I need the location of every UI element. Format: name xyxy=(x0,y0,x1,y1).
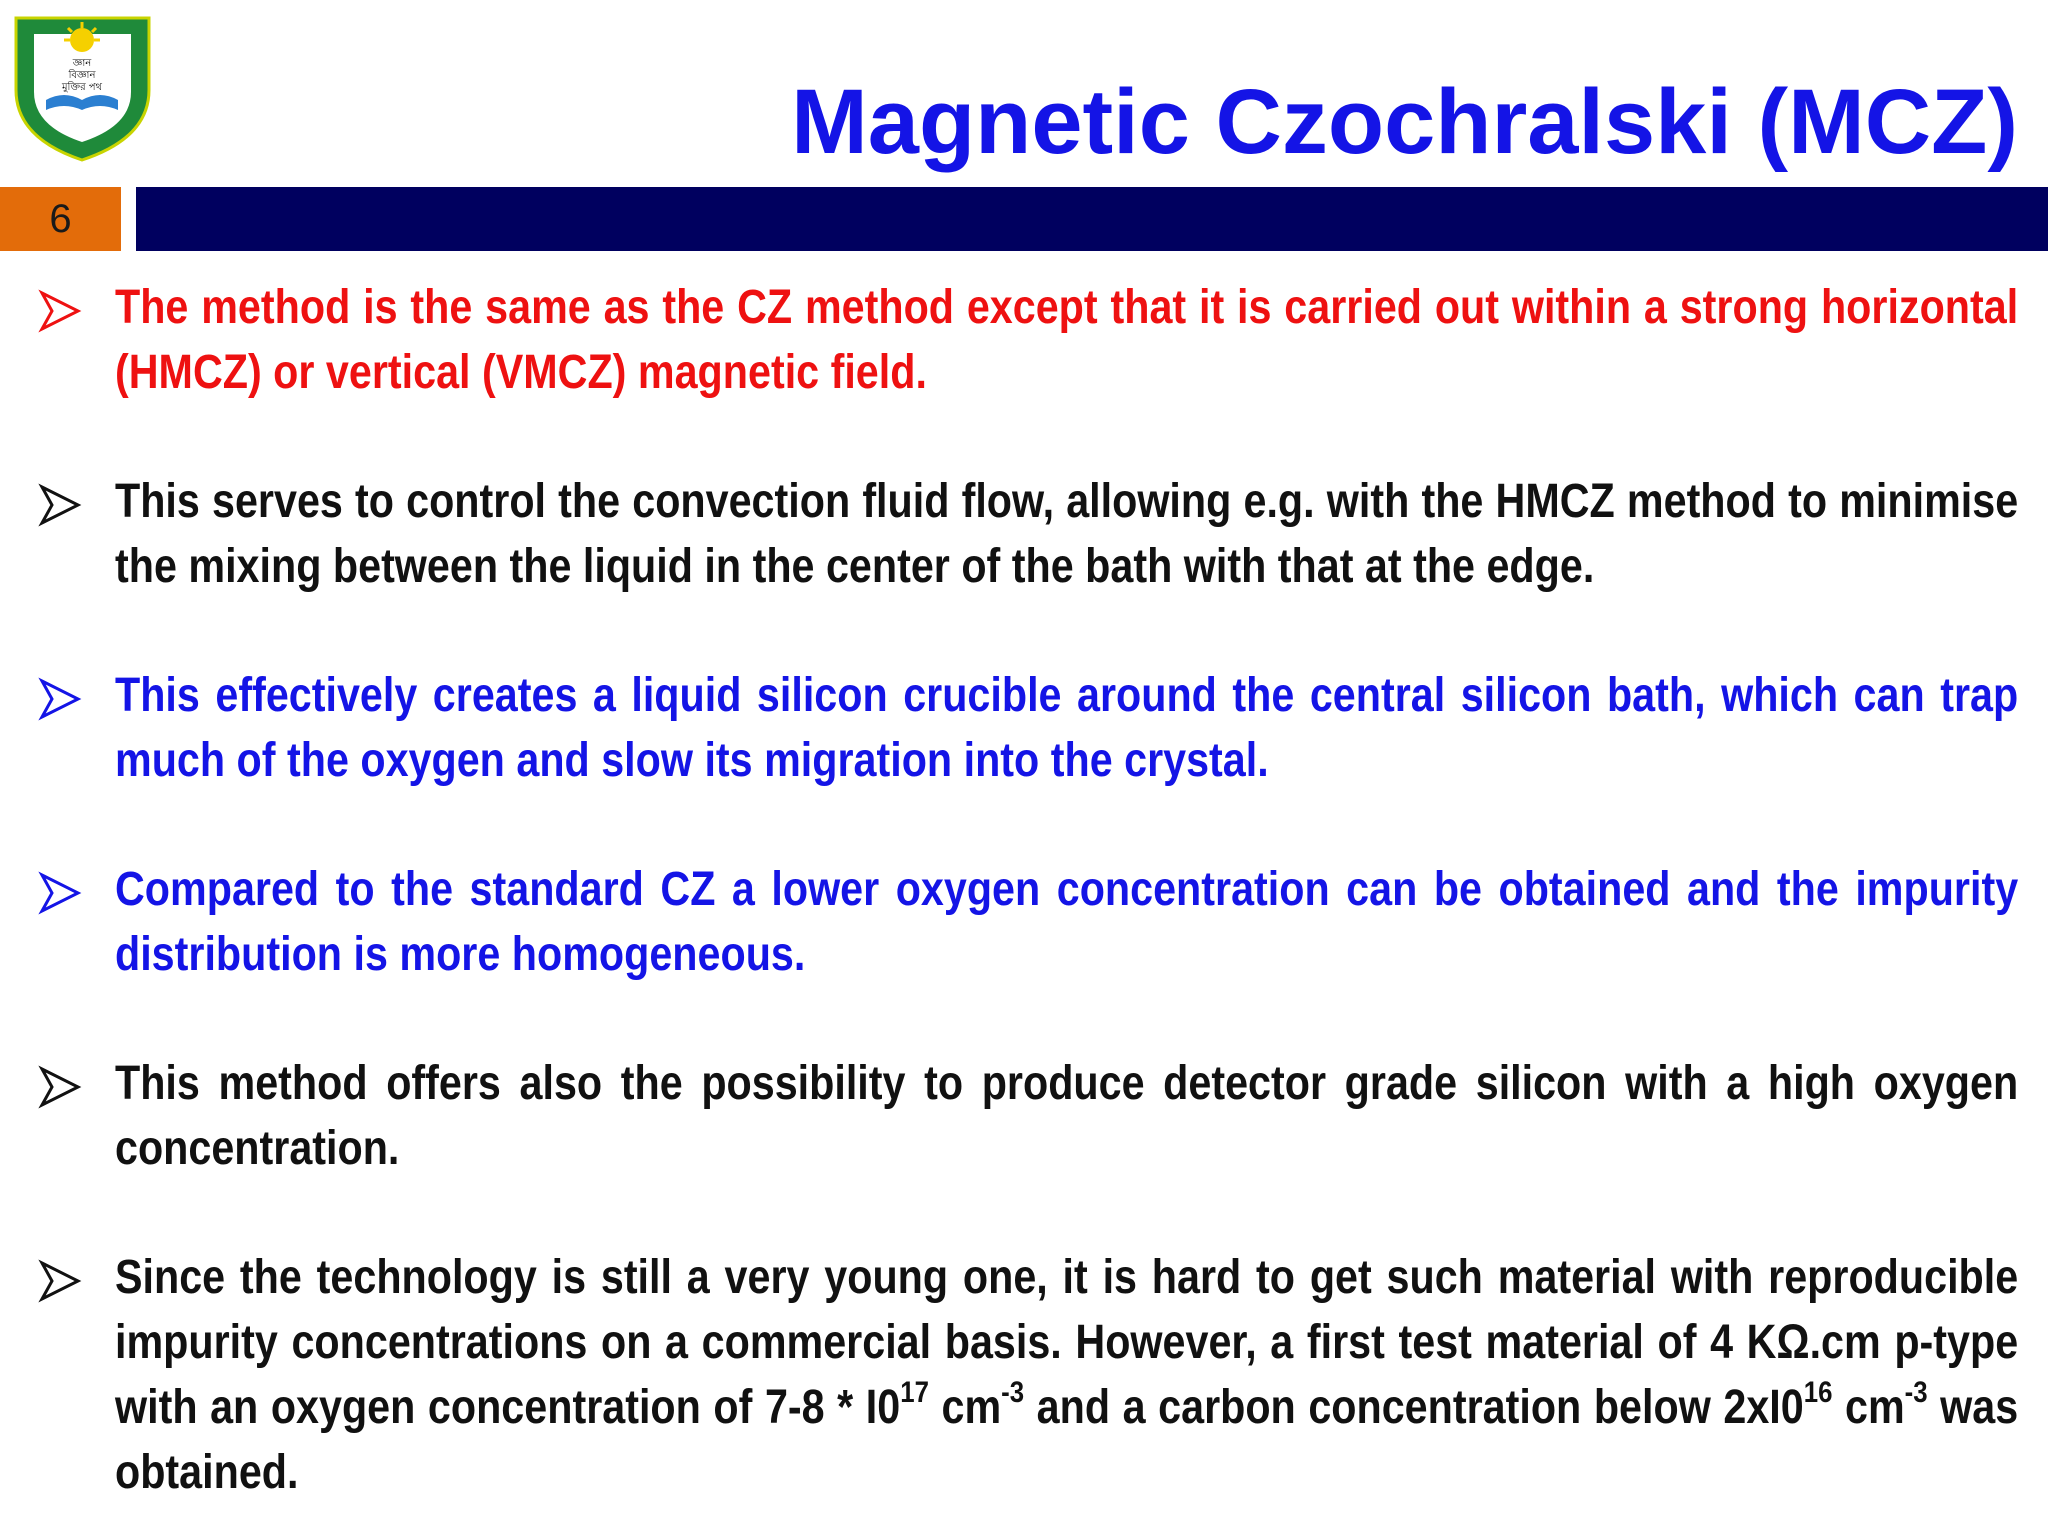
slide-number: 6 xyxy=(0,187,121,251)
superscript-exponent: -3 xyxy=(1001,1376,1025,1409)
bullet-text: This effectively creates a liquid silicon crucible around the central silicon bath, which can trap much of the oxygen and slow its migration into the crystal. xyxy=(115,669,2019,787)
bullet-item xyxy=(38,857,2020,987)
logo-text-line-3: মুক্তির পথ xyxy=(61,82,103,93)
arrow-bullet-icon xyxy=(38,871,82,915)
bullet-text: The method is the same as the CZ method except that it is carried out within a strong horizontal (HMCZ) or vertical (VMCZ) magnetic field. xyxy=(115,281,2019,399)
bullet-text-part: cm xyxy=(928,1381,1002,1434)
header-bar xyxy=(136,187,2048,251)
bullet-text: This method offers also the possibility to produce detector grade silicon with a high oxygen concentration. xyxy=(115,1057,2019,1175)
superscript-exponent: 17 xyxy=(900,1376,929,1409)
arrow-bullet-icon xyxy=(38,483,82,527)
logo-text-line-1: জ্ঞান xyxy=(72,58,92,69)
bullet-item xyxy=(38,663,2020,793)
bullet-text-part: cm xyxy=(1832,1381,1905,1434)
bullet-item xyxy=(38,1051,2020,1181)
arrow-bullet-icon xyxy=(38,1259,82,1303)
bullet-item xyxy=(38,469,2020,599)
bullet-text-part: was obtained. xyxy=(115,1381,2019,1499)
bullet-item xyxy=(38,1245,2020,1505)
bullet-text: Compared to the standard CZ a lower oxygen concentration can be obtained and the impurity distribution is more homogeneous. xyxy=(115,863,2019,981)
arrow-bullet-icon xyxy=(38,1065,82,1109)
arrow-bullet-icon xyxy=(38,677,82,721)
university-logo xyxy=(10,10,155,165)
superscript-exponent: 16 xyxy=(1803,1376,1833,1409)
bullet-text xyxy=(115,1245,2018,1505)
bullet-text-part: Since the technology is still a very young one, it is hard to get such material with reproducible impurity concentrations on a commercial basis. However, a first test material of 4 KΩ.cm p-type with an oxygen concentration of 7-8 * I0 xyxy=(115,1251,2019,1434)
superscript-exponent: -3 xyxy=(1904,1376,1928,1409)
bullet-text-part: and a carbon concentration below 2xI0 xyxy=(1024,1381,1804,1434)
logo-text-line-2: বিজ্ঞান xyxy=(68,70,96,81)
bullet-item xyxy=(38,275,2020,405)
arrow-bullet-icon xyxy=(38,289,82,333)
bullet-list xyxy=(38,275,2020,1505)
slide-title: Magnetic Czochralski (MCZ) xyxy=(791,71,2018,173)
bullet-text: This serves to control the convection fluid flow, allowing e.g. with the HMCZ method to minimise the mixing between the liquid in the center of the bath with that at the edge. xyxy=(115,475,2019,593)
